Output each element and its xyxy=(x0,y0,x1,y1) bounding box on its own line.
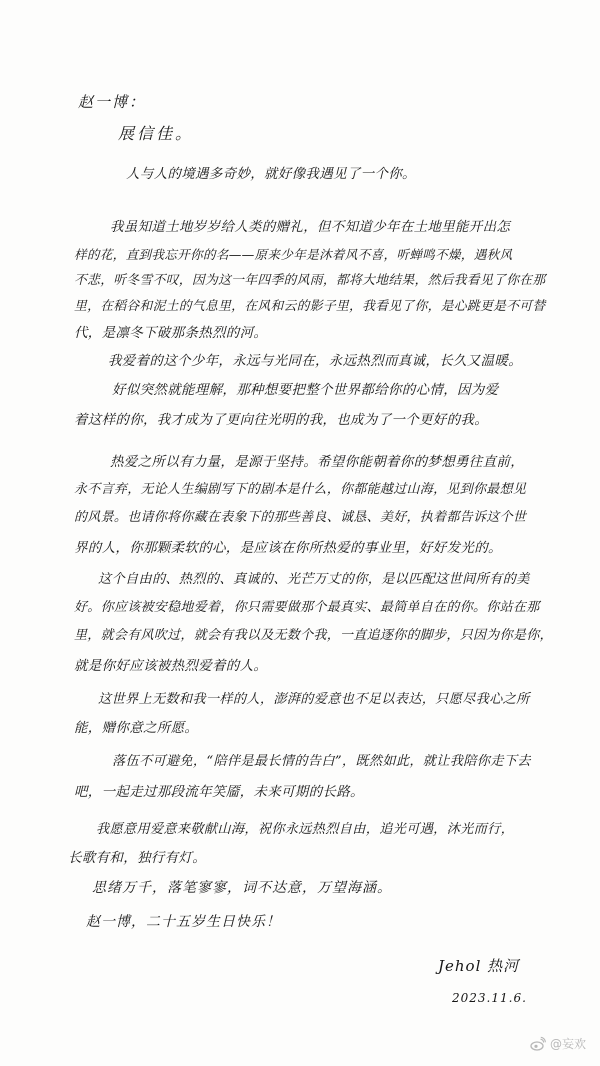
letter-line: 好似突然就能理解，那种想要把整个世界都给你的心情，因为爱 xyxy=(112,382,499,398)
weibo-watermark xyxy=(530,1035,586,1052)
signature-name: Jehol 热河 xyxy=(438,957,520,975)
letter-line: 的风景。也请你将你藏在表象下的那些善良、诚恳、美好，执着都告诉这个世 xyxy=(74,510,527,525)
letter-line: 我虽知道土地岁岁给人类的赠礼，但不知道少年在土地里能开出怎 xyxy=(110,219,511,235)
weibo-icon xyxy=(530,1036,546,1052)
letter-line: 着这样的你，我才成为了更向往光明的我，也成为了一个更好的我。 xyxy=(74,412,488,428)
letter-line: 就是你好应该被热烈爱着的人。 xyxy=(74,658,268,674)
letter-line: 落伍不可避免，“陪伴是最长情的告白”，既然如此，就让我陪你走下去 xyxy=(112,754,531,769)
letter-line: 里，就会有风吹过，就会有我以及无数个我，一直追逐你的脚步，只因为你是你， xyxy=(74,628,553,643)
letter-closing-wish: 赵一博，二十五岁生日快乐！ xyxy=(86,914,281,930)
letter-line: 界的人，你那颗柔软的心，是应该在你所热爱的事业里，好好发光的。 xyxy=(74,540,502,556)
letter-greeting: 展信佳。 xyxy=(118,124,195,143)
letter-line: 热爱之所以有力量，是源于坚持。希望你能朝着你的梦想勇往直前， xyxy=(110,454,524,470)
letter-line: 长歌有和，独行有灯。 xyxy=(68,850,206,866)
watermark-text: @妄欢 xyxy=(549,1037,586,1051)
letter-line: 我愿意用爱意来敬献山海，祝你永远热烈自由，追光可遇，沐光而行， xyxy=(96,822,515,837)
letter-line: 好。你应该被安稳地爱着，你只需要做那个最真实、最简单自在的你。你站在那 xyxy=(74,600,540,615)
letter-line: 样的花，直到我忘开你的名——原来少年是沐着风不喜，听蝉鸣不燥，遇秋风 xyxy=(74,247,513,262)
letter-signoff: 思绪万千，落笔寥寥，词不达意，万望海涵。 xyxy=(92,880,392,896)
letter-line: 我爱着的这个少年，永远与光同在，永远热烈而真诚，长久又温暖。 xyxy=(108,353,522,369)
signature-date: 2023.11.6. xyxy=(452,991,527,1005)
letter-line: 不悲，听冬雪不叹，因为这一年四季的风雨，都将大地结果，然后我看见了你在那 xyxy=(74,273,546,288)
letter-salutation: 赵一博： xyxy=(78,93,147,111)
letter-line: 吧，一起走过那段流年笑靥，未来可期的长路。 xyxy=(74,784,364,800)
letter-line: 这个自由的、热烈的、真诚的、光芒万丈的你，是以匹配这世间所有的美 xyxy=(98,572,530,587)
letter-line: 能，赠你意之所愿。 xyxy=(74,720,199,736)
letter-line: 这世界上无数和我一样的人，澎湃的爱意也不足以表达，只愿尽我心之所 xyxy=(98,692,530,707)
letter-line: 代，是凛冬下破那条热烈的河。 xyxy=(74,325,268,341)
letter-line: 人与人的境遇多奇妙，就好像我遇见了一个你。 xyxy=(126,166,416,182)
letter-line: 里，在稻谷和泥土的气息里，在风和云的影子里，我看见了你，是心跳更是不可替 xyxy=(74,299,546,314)
letter-line: 永不言弃，无论人生编剧写下的剧本是什么，你都能越过山海，见到你最想见 xyxy=(74,482,527,497)
